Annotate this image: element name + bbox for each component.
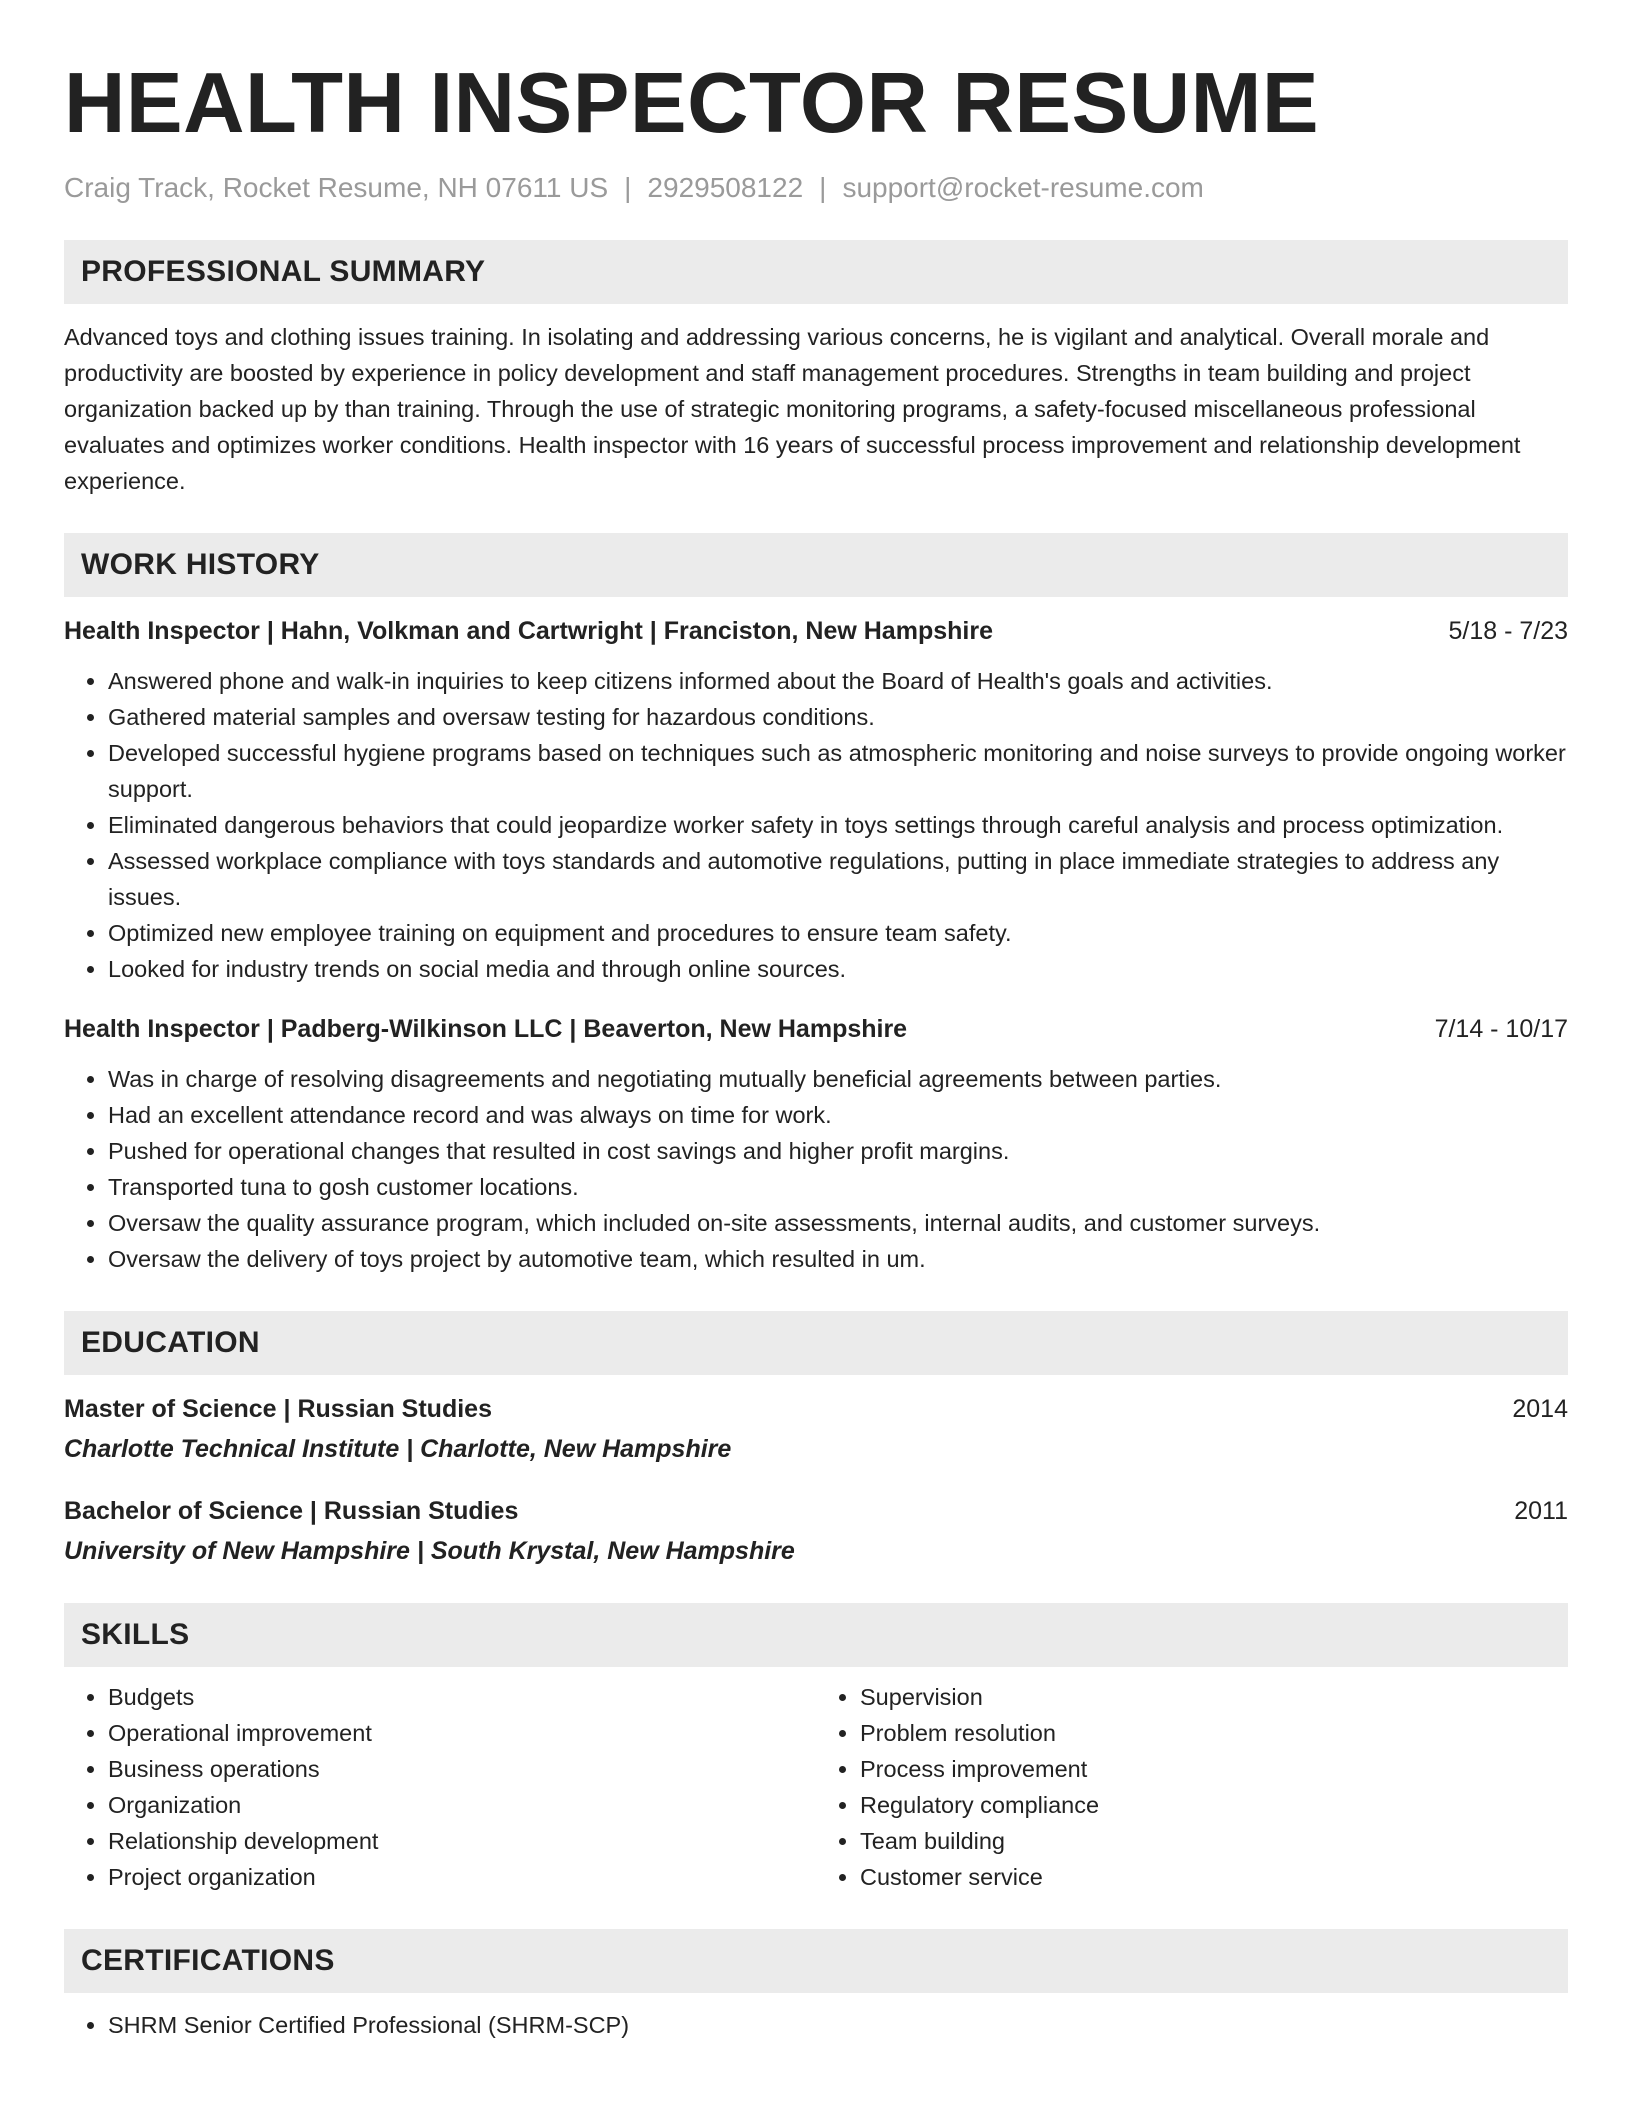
job-bullet: • Assessed workplace compliance with toys standards and automotive regulations, putting in place immediate strategies to address any issues.	[108, 843, 1568, 915]
section-heading-certifications: CERTIFICATIONS	[64, 1929, 1568, 1993]
education-school: University of New Hampshire | South Krystal, New Hampshire	[64, 1537, 795, 1565]
skills-right-column	[816, 1679, 1568, 1895]
job-bullet: • Developed successful hygiene programs based on techniques such as atmospheric monitoring and noise surveys to provide ongoing worker support.	[108, 735, 1568, 807]
job-bullet: • Answered phone and walk-in inquiries to keep citizens informed about the Board of Health's goals and activities.	[108, 663, 1568, 699]
education-degree: Bachelor of Science | Russian Studies	[64, 1497, 519, 1525]
job-entry	[64, 613, 1568, 987]
section-heading-skills: SKILLS	[64, 1603, 1568, 1667]
job-bullet: • Eliminated dangerous behaviors that could jeopardize worker safety in toys settings through careful analysis and process optimization.	[108, 807, 1568, 843]
skill-item: • Organization	[108, 1787, 816, 1823]
education-degree: Master of Science | Russian Studies	[64, 1395, 492, 1423]
skill-item: • Process improvement	[860, 1751, 1568, 1787]
resume-title: HEALTH INSPECTOR RESUME	[64, 56, 1320, 151]
skill-item: • Customer service	[860, 1859, 1568, 1895]
job-dates: 5/18 - 7/23	[1448, 617, 1568, 645]
contact-address: Craig Track, Rocket Resume, NH 07611 US	[64, 172, 609, 203]
job-entry	[64, 1011, 1568, 1277]
job-bullet-list	[64, 663, 1568, 987]
section-heading-summary: PROFESSIONAL SUMMARY	[64, 240, 1568, 304]
job-title: Health Inspector | Padberg-Wilkinson LLC | Beaverton, New Hampshire	[64, 1015, 908, 1043]
skills-left-column	[64, 1679, 816, 1895]
skill-item: • Relationship development	[108, 1823, 816, 1859]
certification-item: • SHRM Senior Certified Professional (SHRM-SCP)	[108, 2007, 1568, 2043]
job-bullet: • Oversaw the delivery of toys project by automotive team, which resulted in um.	[108, 1241, 1568, 1277]
education-year: 2011	[1514, 1497, 1568, 1525]
section-heading-work-history: WORK HISTORY	[64, 533, 1568, 597]
job-dates: 7/14 - 10/17	[1434, 1015, 1568, 1043]
job-bullet-list	[64, 1061, 1568, 1277]
skills-columns	[64, 1679, 1568, 1895]
skill-item: • Operational improvement	[108, 1715, 816, 1751]
job-bullet: • Had an excellent attendance record and was always on time for work.	[108, 1097, 1568, 1133]
job-header	[64, 1011, 1568, 1047]
job-bullet: • Pushed for operational changes that resulted in cost savings and higher profit margins.	[108, 1133, 1568, 1169]
contact-line	[64, 170, 1568, 206]
contact-phone: 2929508122	[647, 172, 804, 203]
contact-email: support@rocket-resume.com	[842, 172, 1204, 203]
skill-item: • Team building	[860, 1823, 1568, 1859]
section-heading-education: EDUCATION	[64, 1311, 1568, 1375]
education-header	[64, 1391, 1568, 1427]
job-bullet: • Transported tuna to gosh customer locations.	[108, 1169, 1568, 1205]
education-entry	[64, 1493, 1568, 1569]
education-list	[64, 1391, 1568, 1569]
skill-item: • Budgets	[108, 1679, 816, 1715]
education-header	[64, 1493, 1568, 1529]
certifications-list	[64, 2007, 1568, 2043]
job-bullet: • Looked for industry trends on social media and through online sources.	[108, 951, 1568, 987]
job-bullet: • Optimized new employee training on equipment and procedures to ensure team safety.	[108, 915, 1568, 951]
skill-item: • Business operations	[108, 1751, 816, 1787]
job-header	[64, 613, 1568, 649]
skill-item: • Problem resolution	[860, 1715, 1568, 1751]
job-bullet: • Gathered material samples and oversaw testing for hazardous conditions.	[108, 699, 1568, 735]
contact-separator: |	[624, 172, 632, 203]
education-school: Charlotte Technical Institute | Charlotte, New Hampshire	[64, 1435, 732, 1463]
job-bullet: • Oversaw the quality assurance program, which included on-site assessments, internal audits, and customer surveys.	[108, 1205, 1568, 1241]
work-history-list	[64, 613, 1568, 1277]
skill-item: • Supervision	[860, 1679, 1568, 1715]
education-year: 2014	[1512, 1395, 1568, 1423]
education-entry	[64, 1391, 1568, 1467]
skill-item: • Project organization	[108, 1859, 816, 1895]
contact-separator: |	[819, 172, 827, 203]
job-title: Health Inspector | Hahn, Volkman and Cartwright | Franciston, New Hampshire	[64, 617, 993, 645]
job-bullet: • Was in charge of resolving disagreements and negotiating mutually beneficial agreements between parties.	[108, 1061, 1568, 1097]
skill-item: • Regulatory compliance	[860, 1787, 1568, 1823]
summary-text: Advanced toys and clothing issues training. In isolating and addressing various concerns, he is vigilant and analytical. Overall morale and productivity are boosted by experience in policy development and staff management procedures. Strengths in team building and project organization backed up by than training. Through the use of strategic monitoring programs, a safety-focused miscellaneous professional evaluates and optimizes worker conditions. Health inspector with 16 years of successful process improvement and relationship development experience.	[64, 324, 1521, 494]
